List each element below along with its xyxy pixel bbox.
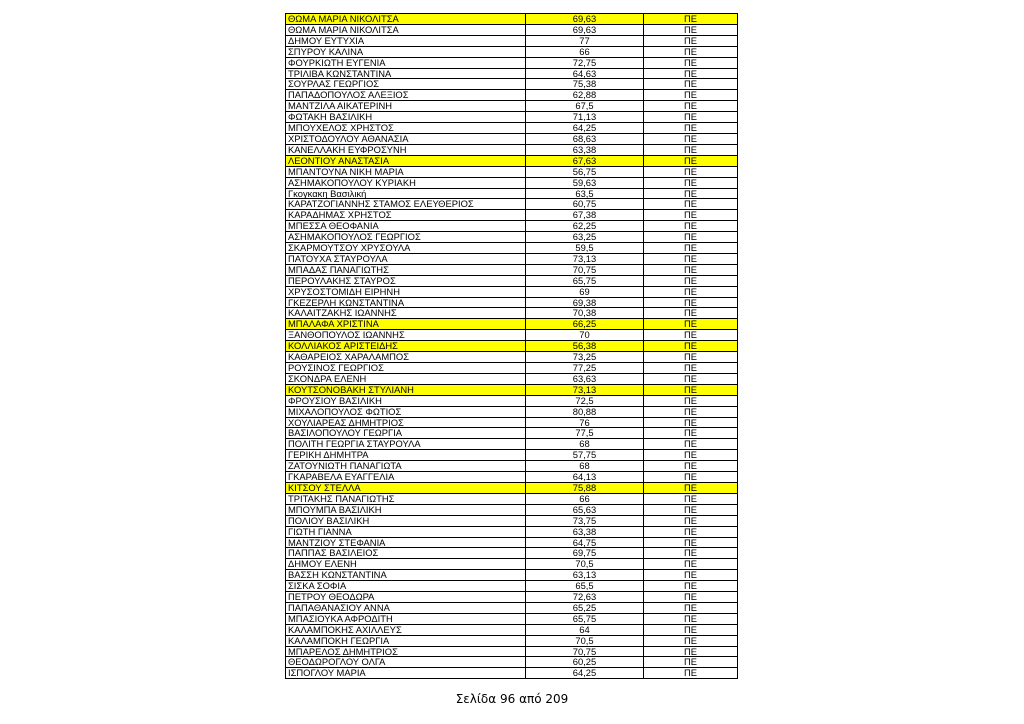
category-cell: ΠΕ bbox=[644, 646, 738, 657]
name-cell: ΚΑΡΑΤΖΟΓΙΑΝΝΗΣ ΣΤΑΜΟΣ ΕΛΕΥΘΕΡΙΟΣ bbox=[286, 199, 526, 210]
score-cell: 63,38 bbox=[526, 526, 644, 537]
name-cell: ΛΕΟΝΤΙΟΥ ΑΝΑΣΤΑΣΙΑ bbox=[286, 155, 526, 166]
category-cell: ΠΕ bbox=[644, 482, 738, 493]
table-row bbox=[286, 35, 738, 46]
name-cell: ΚΑΛΑΜΠΟΚΗ ΓΕΩΡΓΙΑ bbox=[286, 635, 526, 646]
name-cell: ΣΙΣΚΑ ΣΟΦΙΑ bbox=[286, 581, 526, 592]
table-row bbox=[286, 341, 738, 352]
score-cell: 62,88 bbox=[526, 90, 644, 101]
name-cell: ΜΑΝΤΖΙΛΑ ΑΙΚΑΤΕΡΙΝΗ bbox=[286, 101, 526, 112]
score-cell: 67,38 bbox=[526, 210, 644, 221]
name-cell: ΚΟΛΛΙΑΚΟΣ ΑΡΙΣΤΕΙΔΗΣ bbox=[286, 341, 526, 352]
name-cell: ΜΑΝΤΖΙΟΥ ΣΤΕΦΑΝΙΑ bbox=[286, 537, 526, 548]
table-row bbox=[286, 101, 738, 112]
table-row bbox=[286, 352, 738, 363]
score-cell: 63,63 bbox=[526, 373, 644, 384]
category-cell: ΠΕ bbox=[644, 68, 738, 79]
category-cell: ΠΕ bbox=[644, 352, 738, 363]
score-cell: 69,38 bbox=[526, 297, 644, 308]
score-cell: 73,13 bbox=[526, 253, 644, 264]
score-cell: 64,25 bbox=[526, 123, 644, 134]
category-cell: ΠΕ bbox=[644, 439, 738, 450]
name-cell: ΣΚΑΡΜΟΥΤΣΟΥ ΧΡΥΣΟΥΛΑ bbox=[286, 243, 526, 254]
score-cell: 65,75 bbox=[526, 613, 644, 624]
table-row bbox=[286, 395, 738, 406]
name-cell: ΚΑΛΑΙΤΖΑΚΗΣ ΙΩΑΝΝΗΣ bbox=[286, 308, 526, 319]
category-cell: ΠΕ bbox=[644, 123, 738, 134]
table-row bbox=[286, 24, 738, 35]
name-cell: ΘΩΜΑ ΜΑΡΙΑ ΝΙΚΟΛΙΤΣΑ bbox=[286, 24, 526, 35]
score-cell: 70,75 bbox=[526, 646, 644, 657]
score-cell: 72,75 bbox=[526, 57, 644, 68]
category-cell: ΠΕ bbox=[644, 668, 738, 679]
score-cell: 75,38 bbox=[526, 79, 644, 90]
name-cell: ΠΕΤΡΟΥ ΘΕΟΔΩΡΑ bbox=[286, 592, 526, 603]
name-cell: ΑΣΗΜΑΚΟΠΟΥΛΟΣ ΓΕΩΡΓΙΟΣ bbox=[286, 232, 526, 243]
category-cell: ΠΕ bbox=[644, 24, 738, 35]
name-cell: ΚΑΝΕΛΛΑΚΗ ΕΥΦΡΟΣΥΝΗ bbox=[286, 144, 526, 155]
category-cell: ΠΕ bbox=[644, 624, 738, 635]
name-cell: ΓΕΡΙΚΗ ΔΗΜΗΤΡΑ bbox=[286, 450, 526, 461]
name-cell: ΠΟΛΙΤΗ ΓΕΩΡΓΙΑ ΣΤΑΥΡΟΥΛΑ bbox=[286, 439, 526, 450]
name-cell: ΞΑΝΘΟΠΟΥΛΟΣ ΙΩΑΝΝΗΣ bbox=[286, 330, 526, 341]
score-cell: 77,5 bbox=[526, 428, 644, 439]
table-row bbox=[286, 592, 738, 603]
table-row bbox=[286, 330, 738, 341]
score-cell: 65,5 bbox=[526, 581, 644, 592]
score-cell: 63,25 bbox=[526, 232, 644, 243]
score-cell: 75,88 bbox=[526, 482, 644, 493]
name-cell: ΚΙΤΣΟΥ ΣΤΕΛΛΑ bbox=[286, 482, 526, 493]
table-row bbox=[286, 624, 738, 635]
score-cell: 65,63 bbox=[526, 504, 644, 515]
category-cell: ΠΕ bbox=[644, 155, 738, 166]
table-row bbox=[286, 493, 738, 504]
category-cell: ΠΕ bbox=[644, 297, 738, 308]
table-row bbox=[286, 373, 738, 384]
page-number: Σελίδα 96 από 209 bbox=[455, 692, 569, 706]
score-cell: 67,5 bbox=[526, 101, 644, 112]
category-cell: ΠΕ bbox=[644, 112, 738, 123]
name-cell: ΓΙΩΤΗ ΓΙΑΝΝΑ bbox=[286, 526, 526, 537]
category-cell: ΠΕ bbox=[644, 504, 738, 515]
name-cell: ΒΑΣΣΗ ΚΩΝΣΤΑΝΤΙΝΑ bbox=[286, 570, 526, 581]
category-cell: ΠΕ bbox=[644, 515, 738, 526]
table-row bbox=[286, 635, 738, 646]
name-cell: ΚΑΘΑΡΕΙΟΣ ΧΑΡΑΛΑΜΠΟΣ bbox=[286, 352, 526, 363]
category-cell: ΠΕ bbox=[644, 253, 738, 264]
results-table-container bbox=[285, 13, 738, 679]
name-cell: ΓΚΑΡΑΒΕΛΑ ΕΥΑΓΓΕΛΙΑ bbox=[286, 472, 526, 483]
table-row bbox=[286, 472, 738, 483]
score-cell: 66,25 bbox=[526, 319, 644, 330]
category-cell: ΠΕ bbox=[644, 657, 738, 668]
category-cell: ΠΕ bbox=[644, 264, 738, 275]
score-cell: 56,75 bbox=[526, 166, 644, 177]
score-cell: 64,25 bbox=[526, 668, 644, 679]
table-row bbox=[286, 232, 738, 243]
category-cell: ΠΕ bbox=[644, 592, 738, 603]
score-cell: 73,25 bbox=[526, 352, 644, 363]
score-cell: 68 bbox=[526, 439, 644, 450]
name-cell: ΒΑΣΙΛΟΠΟΥΛΟΥ ΓΕΩΡΓΙΑ bbox=[286, 428, 526, 439]
table-row bbox=[286, 602, 738, 613]
category-cell: ΠΕ bbox=[644, 46, 738, 57]
category-cell: ΠΕ bbox=[644, 570, 738, 581]
name-cell: ΦΩΤΑΚΗ ΒΑΣΙΛΙΚΗ bbox=[286, 112, 526, 123]
category-cell: ΠΕ bbox=[644, 14, 738, 25]
category-cell: ΠΕ bbox=[644, 166, 738, 177]
category-cell: ΠΕ bbox=[644, 493, 738, 504]
score-cell: 73,13 bbox=[526, 384, 644, 395]
category-cell: ΠΕ bbox=[644, 286, 738, 297]
score-cell: 63,5 bbox=[526, 188, 644, 199]
category-cell: ΠΕ bbox=[644, 221, 738, 232]
name-cell: ΤΡΙΛΙΒΑ ΚΩΝΣΤΑΝΤΙΝΑ bbox=[286, 68, 526, 79]
score-cell: 77,25 bbox=[526, 363, 644, 374]
table-row bbox=[286, 450, 738, 461]
category-cell: ΠΕ bbox=[644, 548, 738, 559]
table-row bbox=[286, 581, 738, 592]
table-row bbox=[286, 144, 738, 155]
name-cell: ΠΑΠΑΘΑΝΑΣΙΟΥ ΑΝΝΑ bbox=[286, 602, 526, 613]
score-cell: 68,63 bbox=[526, 133, 644, 144]
table-row bbox=[286, 646, 738, 657]
table-row bbox=[286, 275, 738, 286]
score-cell: 70,75 bbox=[526, 264, 644, 275]
score-cell: 69,75 bbox=[526, 548, 644, 559]
table-row bbox=[286, 406, 738, 417]
table-row bbox=[286, 482, 738, 493]
table-row bbox=[286, 133, 738, 144]
table-row bbox=[286, 526, 738, 537]
score-cell: 73,75 bbox=[526, 515, 644, 526]
score-cell: 66 bbox=[526, 46, 644, 57]
score-cell: 63,38 bbox=[526, 144, 644, 155]
name-cell: ΔΗΜΟΥ ΕΛΕΝΗ bbox=[286, 559, 526, 570]
table-row bbox=[286, 439, 738, 450]
score-cell: 71,13 bbox=[526, 112, 644, 123]
name-cell: ΧΡΥΣΟΣΤΟΜΙΔΗ ΕΙΡΗΝΗ bbox=[286, 286, 526, 297]
table-row bbox=[286, 123, 738, 134]
category-cell: ΠΕ bbox=[644, 232, 738, 243]
table-row bbox=[286, 57, 738, 68]
score-cell: 69,63 bbox=[526, 24, 644, 35]
name-cell: ΜΠΑΔΑΣ ΠΑΝΑΓΙΩΤΗΣ bbox=[286, 264, 526, 275]
category-cell: ΠΕ bbox=[644, 363, 738, 374]
category-cell: ΠΕ bbox=[644, 635, 738, 646]
name-cell: ΜΠΕΣΣΑ ΘΕΟΦΑΝΙΑ bbox=[286, 221, 526, 232]
name-cell: ΦΡΟΥΣΙΟΥ ΒΑΣΙΛΙΚΗ bbox=[286, 395, 526, 406]
category-cell: ΠΕ bbox=[644, 417, 738, 428]
score-cell: 66 bbox=[526, 493, 644, 504]
category-cell: ΠΕ bbox=[644, 101, 738, 112]
name-cell: ΜΠΑΡΕΛΟΣ ΔΗΜΗΤΡΙΟΣ bbox=[286, 646, 526, 657]
table-row bbox=[286, 537, 738, 548]
table-row bbox=[286, 657, 738, 668]
name-cell: ΡΟΥΣΙΝΟΣ ΓΕΩΡΓΙΟΣ bbox=[286, 363, 526, 374]
score-cell: 60,75 bbox=[526, 199, 644, 210]
name-cell: ΙΣΠΟΓΛΟΥ ΜΑΡΙΑ bbox=[286, 668, 526, 679]
score-cell: 72,5 bbox=[526, 395, 644, 406]
table-row bbox=[286, 199, 738, 210]
category-cell: ΠΕ bbox=[644, 308, 738, 319]
category-cell: ΠΕ bbox=[644, 428, 738, 439]
name-cell: ΑΣΗΜΑΚΟΠΟΥΛΟΥ ΚΥΡΙΑΚΗ bbox=[286, 177, 526, 188]
table-row bbox=[286, 384, 738, 395]
table-row bbox=[286, 461, 738, 472]
name-cell: ΣΚΟΝΔΡΑ ΕΛΕΝΗ bbox=[286, 373, 526, 384]
category-cell: ΠΕ bbox=[644, 177, 738, 188]
category-cell: ΠΕ bbox=[644, 133, 738, 144]
category-cell: ΠΕ bbox=[644, 199, 738, 210]
name-cell: ΠΑΤΟΥΧΑ ΣΤΑΥΡΟΥΛΑ bbox=[286, 253, 526, 264]
score-cell: 77 bbox=[526, 35, 644, 46]
name-cell: ΤΡΙΤΑΚΗΣ ΠΑΝΑΓΙΩΤΗΣ bbox=[286, 493, 526, 504]
category-cell: ΠΕ bbox=[644, 210, 738, 221]
table-row bbox=[286, 515, 738, 526]
category-cell: ΠΕ bbox=[644, 275, 738, 286]
table-row bbox=[286, 570, 738, 581]
score-cell: 70,5 bbox=[526, 559, 644, 570]
table-row bbox=[286, 253, 738, 264]
category-cell: ΠΕ bbox=[644, 373, 738, 384]
table-row bbox=[286, 177, 738, 188]
score-cell: 69,63 bbox=[526, 14, 644, 25]
category-cell: ΠΕ bbox=[644, 461, 738, 472]
table-row bbox=[286, 188, 738, 199]
table-row bbox=[286, 308, 738, 319]
category-cell: ΠΕ bbox=[644, 395, 738, 406]
table-row bbox=[286, 559, 738, 570]
name-cell: ΔΗΜΟΥ ΕΥΤΥΧΙΑ bbox=[286, 35, 526, 46]
category-cell: ΠΕ bbox=[644, 526, 738, 537]
category-cell: ΠΕ bbox=[644, 188, 738, 199]
score-cell: 64,13 bbox=[526, 472, 644, 483]
name-cell: ΘΕΟΔΩΡΟΓΛΟΥ ΟΛΓΑ bbox=[286, 657, 526, 668]
category-cell: ΠΕ bbox=[644, 559, 738, 570]
name-cell: ΠΕΡΟΥΛΑΚΗΣ ΣΤΑΥΡΟΣ bbox=[286, 275, 526, 286]
score-cell: 68 bbox=[526, 461, 644, 472]
name-cell: ΚΑΡΑΔΗΜΑΣ ΧΡΗΣΤΟΣ bbox=[286, 210, 526, 221]
table-row bbox=[286, 613, 738, 624]
name-cell: ΧΟΥΛΙΑΡΕΑΣ ΔΗΜΗΤΡΙΟΣ bbox=[286, 417, 526, 428]
name-cell: ΠΑΠΠΑΣ ΒΑΣΙΛΕΙΟΣ bbox=[286, 548, 526, 559]
score-cell: 62,25 bbox=[526, 221, 644, 232]
score-cell: 65,75 bbox=[526, 275, 644, 286]
table-row bbox=[286, 319, 738, 330]
category-cell: ΠΕ bbox=[644, 602, 738, 613]
table-row bbox=[286, 504, 738, 515]
category-cell: ΠΕ bbox=[644, 450, 738, 461]
table-row bbox=[286, 46, 738, 57]
score-cell: 64,75 bbox=[526, 537, 644, 548]
category-cell: ΠΕ bbox=[644, 613, 738, 624]
name-cell: ΜΠΟΥΧΕΛΟΣ ΧΡΗΣΤΟΣ bbox=[286, 123, 526, 134]
name-cell: ΚΑΛΑΜΠΟΚΗΣ ΑΧΙΛΛΕΥΣ bbox=[286, 624, 526, 635]
table-row bbox=[286, 79, 738, 90]
table-row bbox=[286, 90, 738, 101]
category-cell: ΠΕ bbox=[644, 319, 738, 330]
name-cell: ΓΚΕΖΕΡΛΗ ΚΩΝΣΤΑΝΤΙΝΑ bbox=[286, 297, 526, 308]
table-row bbox=[286, 210, 738, 221]
score-cell: 72,63 bbox=[526, 592, 644, 603]
score-cell: 76 bbox=[526, 417, 644, 428]
table-row bbox=[286, 548, 738, 559]
name-cell: ΠΑΠΑΔΟΠΟΥΛΟΣ ΑΛΕΞΙΟΣ bbox=[286, 90, 526, 101]
category-cell: ΠΕ bbox=[644, 243, 738, 254]
category-cell: ΠΕ bbox=[644, 341, 738, 352]
table-row bbox=[286, 166, 738, 177]
table-row bbox=[286, 668, 738, 679]
score-cell: 67,63 bbox=[526, 155, 644, 166]
score-cell: 64,63 bbox=[526, 68, 644, 79]
name-cell: ΦΟΥΡΚΙΩΤΗ ΕΥΓΕΝΙΑ bbox=[286, 57, 526, 68]
category-cell: ΠΕ bbox=[644, 581, 738, 592]
category-cell: ΠΕ bbox=[644, 406, 738, 417]
name-cell: ΖΑΤΟΥΝΙΩΤΗ ΠΑΝΑΓΙΩΤΑ bbox=[286, 461, 526, 472]
table-row bbox=[286, 417, 738, 428]
score-cell: 56,38 bbox=[526, 341, 644, 352]
score-cell: 57,75 bbox=[526, 450, 644, 461]
name-cell: ΜΙΧΑΛΟΠΟΥΛΟΣ ΦΩΤΙΟΣ bbox=[286, 406, 526, 417]
table-row bbox=[286, 286, 738, 297]
name-cell: ΚΟΥΤΣΟΝΟΒΑΚΗ ΣΤΥΛΙΑΝΗ bbox=[286, 384, 526, 395]
category-cell: ΠΕ bbox=[644, 330, 738, 341]
table-row bbox=[286, 14, 738, 25]
table-row bbox=[286, 363, 738, 374]
score-cell: 70 bbox=[526, 330, 644, 341]
score-cell: 64 bbox=[526, 624, 644, 635]
score-cell: 59,63 bbox=[526, 177, 644, 188]
table-row bbox=[286, 243, 738, 254]
name-cell: ΣΟΥΡΛΑΣ ΓΕΩΡΓΙΟΣ bbox=[286, 79, 526, 90]
category-cell: ΠΕ bbox=[644, 537, 738, 548]
name-cell: ΠΟΛΙΟΥ ΒΑΣΙΛΙΚΗ bbox=[286, 515, 526, 526]
score-cell: 65,25 bbox=[526, 602, 644, 613]
category-cell: ΠΕ bbox=[644, 79, 738, 90]
name-cell: Γκογκακη Βασιλική bbox=[286, 188, 526, 199]
table-row bbox=[286, 155, 738, 166]
table-row bbox=[286, 68, 738, 79]
score-cell: 80,88 bbox=[526, 406, 644, 417]
category-cell: ΠΕ bbox=[644, 57, 738, 68]
score-cell: 70,38 bbox=[526, 308, 644, 319]
name-cell: ΧΡΙΣΤΟΔΟΥΛΟΥ ΑΘΑΝΑΣΙΑ bbox=[286, 133, 526, 144]
table-body bbox=[286, 14, 738, 679]
table-row bbox=[286, 112, 738, 123]
results-table bbox=[285, 13, 738, 679]
name-cell: ΣΠΥΡΟΥ ΚΑΛΙΝΑ bbox=[286, 46, 526, 57]
score-cell: 69 bbox=[526, 286, 644, 297]
score-cell: 59,5 bbox=[526, 243, 644, 254]
name-cell: ΜΠΑΝΤΟΥΝΑ ΝΙΚΗ ΜΑΡΙΑ bbox=[286, 166, 526, 177]
category-cell: ΠΕ bbox=[644, 472, 738, 483]
score-cell: 70,5 bbox=[526, 635, 644, 646]
category-cell: ΠΕ bbox=[644, 384, 738, 395]
category-cell: ΠΕ bbox=[644, 144, 738, 155]
category-cell: ΠΕ bbox=[644, 90, 738, 101]
score-cell: 60,25 bbox=[526, 657, 644, 668]
category-cell: ΠΕ bbox=[644, 35, 738, 46]
table-row bbox=[286, 428, 738, 439]
name-cell: ΘΩΜΑ ΜΑΡΙΑ ΝΙΚΟΛΙΤΣΑ bbox=[286, 14, 526, 25]
name-cell: ΜΠΟΥΜΠΑ ΒΑΣΙΛΙΚΗ bbox=[286, 504, 526, 515]
name-cell: ΜΠΑΛΑΦΑ ΧΡΙΣΤΙΝΑ bbox=[286, 319, 526, 330]
table-row bbox=[286, 221, 738, 232]
score-cell: 63,13 bbox=[526, 570, 644, 581]
name-cell: ΜΠΑΣΙΟΥΚΑ ΑΦΡΟΔΙΤΗ bbox=[286, 613, 526, 624]
table-row bbox=[286, 264, 738, 275]
table-row bbox=[286, 297, 738, 308]
